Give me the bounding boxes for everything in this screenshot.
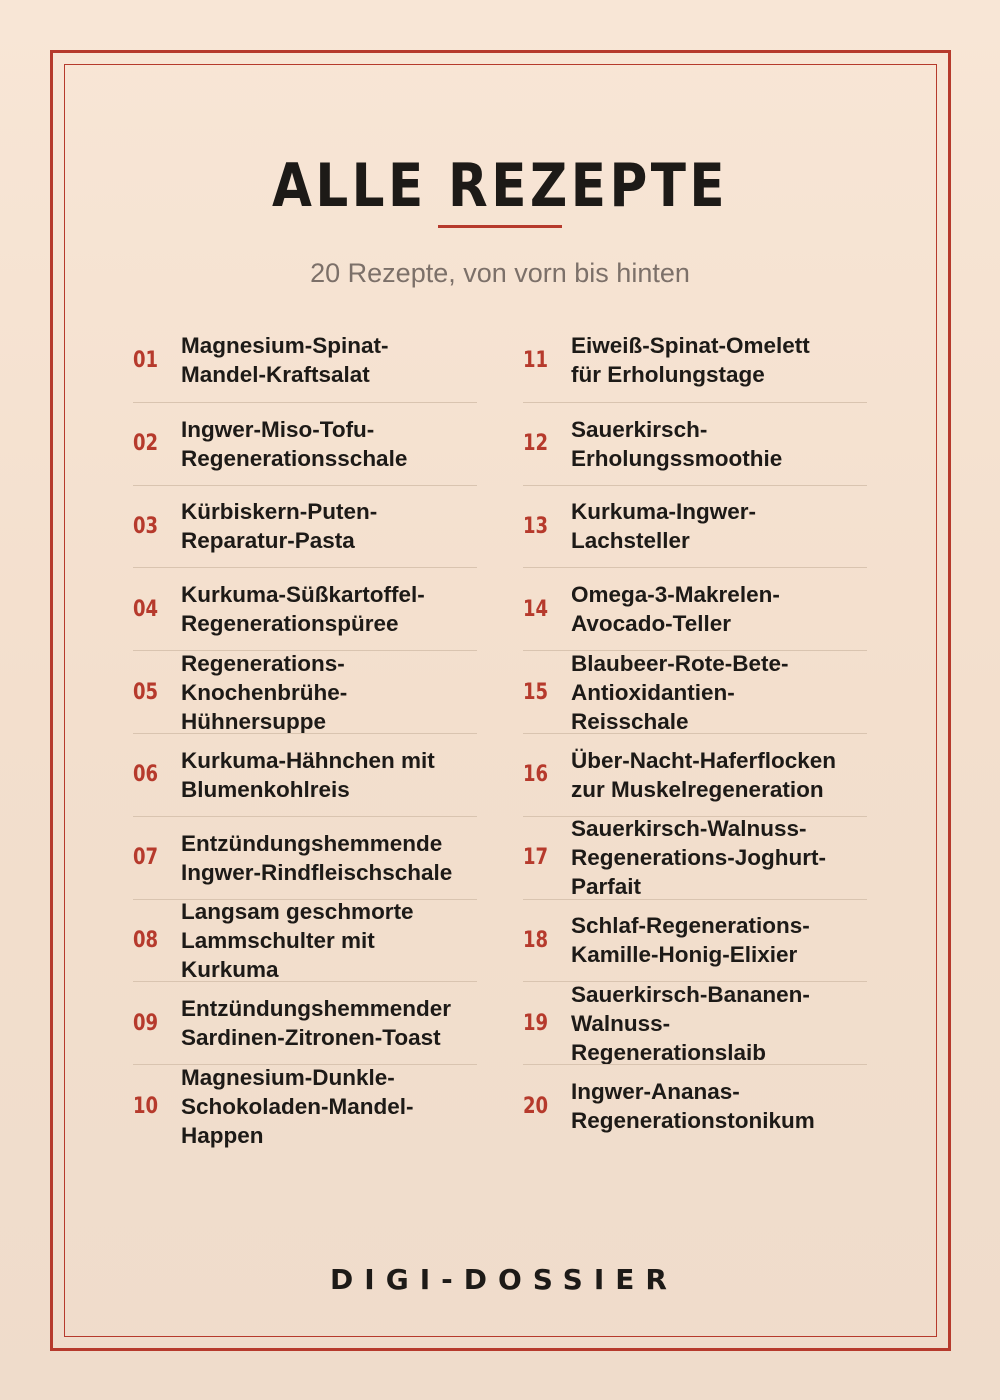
recipe-number: 12 — [523, 431, 549, 457]
recipe-name: Kurkuma-Süßkartoffel- Regenerationspüree — [181, 582, 425, 637]
recipe-item — [523, 485, 867, 568]
brand-footer: DIGI-DOSSIER — [330, 1263, 678, 1296]
recipe-item — [523, 319, 867, 402]
recipe-number: 15 — [523, 679, 549, 705]
recipe-number: 08 — [133, 927, 159, 953]
recipe-name: Sauerkirsch- Erholungssmoothie — [571, 416, 783, 471]
recipe-item — [523, 1064, 867, 1147]
recipe-number: 02 — [133, 431, 159, 457]
recipe-item — [133, 567, 477, 650]
page-title: ALLE REZEPTE — [271, 151, 729, 221]
recipe-item — [523, 733, 867, 816]
recipe-item — [133, 899, 477, 982]
recipe-name: Über-Nacht-Haferflocken zur Muskelregeneration — [571, 747, 837, 802]
page-subtitle: 20 Rezepte, von vorn bis hinten — [310, 258, 690, 288]
recipe-number: 13 — [523, 513, 549, 539]
recipe-list-left — [133, 319, 477, 1147]
recipe-number: 05 — [133, 679, 159, 705]
recipe-name: Kurkuma-Hähnchen mit Blumenkohlreis — [181, 747, 435, 802]
recipe-name: Entzündungshemmende Ingwer-Rindfleischschale — [181, 830, 453, 885]
recipe-name: Sauerkirsch-Walnuss- Regenerations-Joghurt- Parfait — [571, 816, 827, 900]
recipe-name: Ingwer-Miso-Tofu- Regenerationsschale — [181, 416, 408, 471]
recipe-number: 04 — [133, 596, 159, 622]
recipe-item — [523, 816, 867, 899]
recipe-number: 07 — [133, 845, 159, 871]
recipe-item — [133, 402, 477, 485]
recipe-number: 17 — [523, 845, 549, 871]
recipe-item — [523, 981, 867, 1064]
recipe-name: Regenerations- Knochenbrühe- Hühnersuppe — [181, 650, 348, 734]
recipe-item — [133, 650, 477, 733]
recipe-number: 03 — [133, 513, 159, 539]
recipe-number: 11 — [523, 347, 549, 373]
recipe-name: Sauerkirsch-Bananen- Walnuss- Regenerationslaib — [571, 981, 810, 1065]
recipe-item — [523, 402, 867, 485]
recipe-item — [523, 650, 867, 733]
title-underline — [438, 225, 562, 228]
recipe-name: Schlaf-Regenerations- Kamille-Honig-Elixier — [571, 913, 810, 968]
recipe-number: 06 — [133, 762, 159, 788]
recipe-name: Blaubeer-Rote-Bete- Antioxidantien- Reisschale — [571, 650, 789, 734]
recipe-number: 20 — [523, 1093, 549, 1119]
recipe-item — [133, 319, 477, 402]
recipe-number: 01 — [133, 347, 159, 373]
recipe-item — [133, 816, 477, 899]
recipe-name: Langsam geschmorte Lammschulter mit Kurkuma — [181, 898, 414, 982]
recipe-number: 18 — [523, 927, 549, 953]
recipe-number: 10 — [133, 1093, 159, 1119]
recipe-name: Entzündungshemmender Sardinen-Zitronen-Toast — [181, 996, 452, 1051]
recipe-name: Kürbiskern-Puten- Reparatur-Pasta — [181, 499, 378, 554]
recipe-name: Omega-3-Makrelen- Avocado-Teller — [571, 582, 780, 637]
recipe-item — [133, 485, 477, 568]
recipe-item — [523, 567, 867, 650]
recipe-item — [133, 733, 477, 816]
recipe-number: 19 — [523, 1010, 549, 1036]
recipe-name: Magnesium-Spinat- Mandel-Kraftsalat — [181, 333, 389, 388]
recipe-number: 14 — [523, 596, 549, 622]
recipe-name: Eiweiß-Spinat-Omelett für Erholungstage — [571, 333, 810, 388]
recipe-item — [523, 899, 867, 982]
recipe-name: Kurkuma-Ingwer- Lachsteller — [571, 499, 757, 554]
recipe-number: 09 — [133, 1010, 159, 1036]
recipe-item — [133, 981, 477, 1064]
recipe-item — [133, 1064, 477, 1147]
recipe-number: 16 — [523, 762, 549, 788]
recipe-name: Ingwer-Ananas- Regenerationstonikum — [571, 1079, 815, 1134]
recipe-name: Magnesium-Dunkle- Schokoladen-Mandel- Happen — [181, 1064, 414, 1148]
recipe-list-right — [523, 319, 867, 1147]
